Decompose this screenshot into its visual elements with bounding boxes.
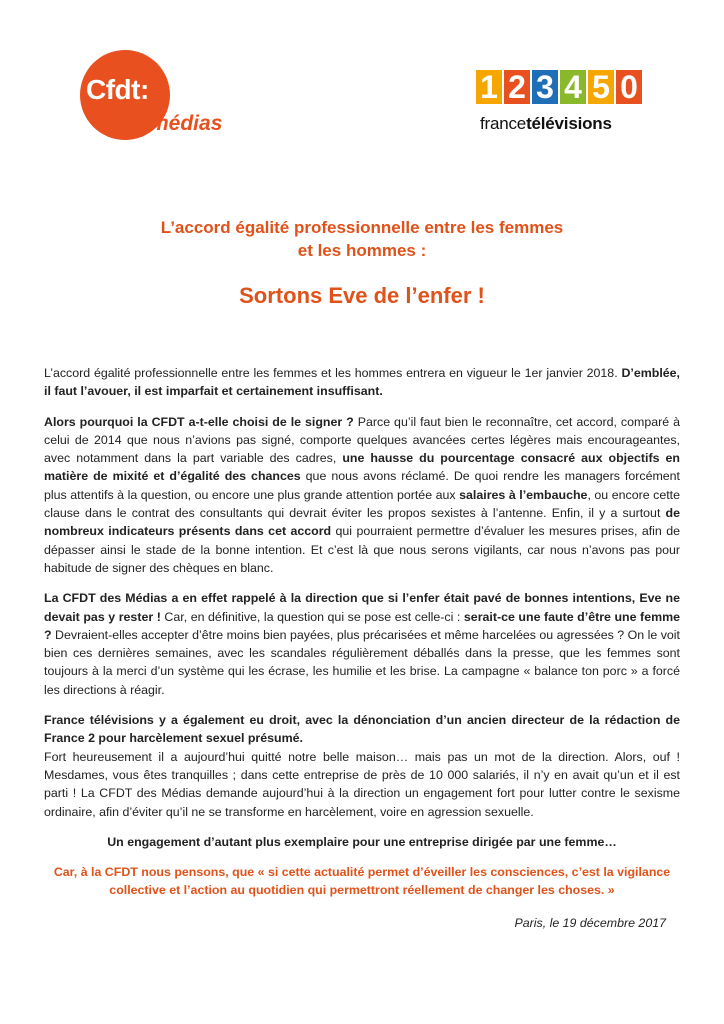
ftv-digit-1: 1 bbox=[476, 70, 502, 104]
p2-bold-4: de nombreux indicateurs présents dans cet accord bbox=[44, 506, 680, 539]
paragraph-6-quote: Car, à la CFDT nous pensons, que « si cette actualité permet d’éveiller les consciences, c’est la vigilance collective et l’action au quotidien qui permettront réellement de changer les choses. » bbox=[53, 865, 671, 898]
ftv-digit-2: 2 bbox=[504, 70, 530, 104]
p3-bold-1: La CFDT des Médias a en effet rappelé à la direction que si l’enfer était pavé de bonnes intentions, Eve ne devait pas y rester ! bbox=[44, 591, 680, 624]
ftv-wordmark bbox=[480, 114, 612, 134]
cfdt-medias-logo bbox=[80, 50, 240, 145]
p3-text-2: Devraient-elles accepter d’être moins bien payées, plus précarisées et même harcelées ou agressées ? On le voit bien ces dernières semaines, avec les scandales régulièrement déballés dans la presse, que les femmes sont toujours à la merci d’un système qui les écrase, les humilie et les brise. La campagne « balance ton porc » a forcé les directions à réagir. bbox=[44, 627, 680, 697]
p4-text: Fort heureusement il a aujourd’hui quitté notre belle maison… mais pas un mot de la direction. Alors, ouf ! Mesdames, vous êtes tranquilles ; dans cette entreprise de près de 10 000 salariés, il n’y en avait qu’un et il est parti ! La CFDT des Médias demande aujourd’hui à la direction un engagement fort pour lutter contre le sexisme ordinaire, afin d’éviter qu’il ne se transforme en harcèlement, voire en agression sexuelle. bbox=[44, 749, 680, 819]
p2-text-4: qui pourraient permettre d’évaluer les mesures prises, afin de dépasser ainsi le stade de la bonne intention. Et c’est là que nous serons vigilants, car nous n’avons pas pour habitude de signer des chèques en blanc. bbox=[44, 524, 680, 575]
ftv-digit-3: 3 bbox=[532, 70, 558, 104]
title-line-2: et les hommes : bbox=[297, 241, 427, 260]
ftv-digit-5: 5 bbox=[588, 70, 614, 104]
ftv-digit-0: 0 bbox=[616, 70, 642, 104]
paragraph-2 bbox=[44, 413, 680, 578]
p2-bold-1: Alors pourquoi la CFDT a-t-elle choisi de le signer ? bbox=[44, 414, 354, 429]
p2-text-1: Parce qu’il faut bien le reconnaître, cet accord, comparé à celui de 2014 que nous n’avions pas signé, comporte quelques avancées certes légères mais encourageantes, avec notamment dans la part variable des cadres, bbox=[44, 414, 680, 466]
p2-bold-3: salaires à l’embauche bbox=[459, 487, 588, 502]
paragraph-5: Un engagement d’autant plus exemplaire pour une entreprise dirigée par une femme… bbox=[107, 834, 617, 849]
p1-bold: D’emblée, il faut l’avouer, il est imparfait et certainement insuffisant. bbox=[44, 366, 680, 399]
ftv-wordmark-france: france bbox=[480, 114, 527, 133]
cfdt-logo-medias: médias bbox=[150, 112, 223, 135]
ftv-digit-4: 4 bbox=[560, 70, 586, 104]
p3-text-1: Car, en définitive, la question qui se pose est celle-ci : bbox=[160, 609, 464, 624]
cfdt-logo-word: Cfdt: bbox=[86, 74, 149, 105]
document-title bbox=[60, 216, 664, 262]
document-headline: Sortons Eve de l’enfer ! bbox=[239, 283, 485, 308]
ftv-channel-digits bbox=[476, 70, 642, 104]
paragraph-4 bbox=[44, 711, 680, 821]
signature-date: Paris, le 19 décembre 2017 bbox=[514, 916, 666, 930]
p2-text-2: que nous avons réclamé. De quoi rendre les managers forcément plus attentifs à la question, ou encore une plus grande attention portée aux bbox=[44, 469, 681, 502]
ftv-wordmark-televisions: télévisions bbox=[526, 114, 612, 133]
p3-bold-2: serait-ce une faute d’être une femme ? bbox=[44, 609, 681, 642]
p4-bold: France télévisions y a également eu droit, avec la dénonciation d’un ancien directeur de la rédaction de France 2 pour harcèlement sexuel présumé. bbox=[44, 713, 680, 746]
title-line-1: L’accord égalité professionnelle entre les femmes bbox=[160, 218, 564, 237]
p2-text-3: , ou encore cette clause dans le contrat des consultants qui devrait éviter les propos sexistes à l’antenne. Enfin, il y a surtout bbox=[44, 487, 680, 521]
paragraph-1 bbox=[44, 364, 680, 401]
paragraph-3 bbox=[44, 589, 680, 699]
france-televisions-logo bbox=[476, 70, 656, 140]
p2-bold-2: une hausse du pourcentage consacré aux objectifs en matière de mixité et d’égalité des chances bbox=[44, 451, 680, 484]
p1-text: L’accord égalité professionnelle entre les femmes et les hommes entrera en vigueur le 1er janvier 2018. bbox=[44, 366, 622, 380]
document-body bbox=[44, 364, 680, 912]
